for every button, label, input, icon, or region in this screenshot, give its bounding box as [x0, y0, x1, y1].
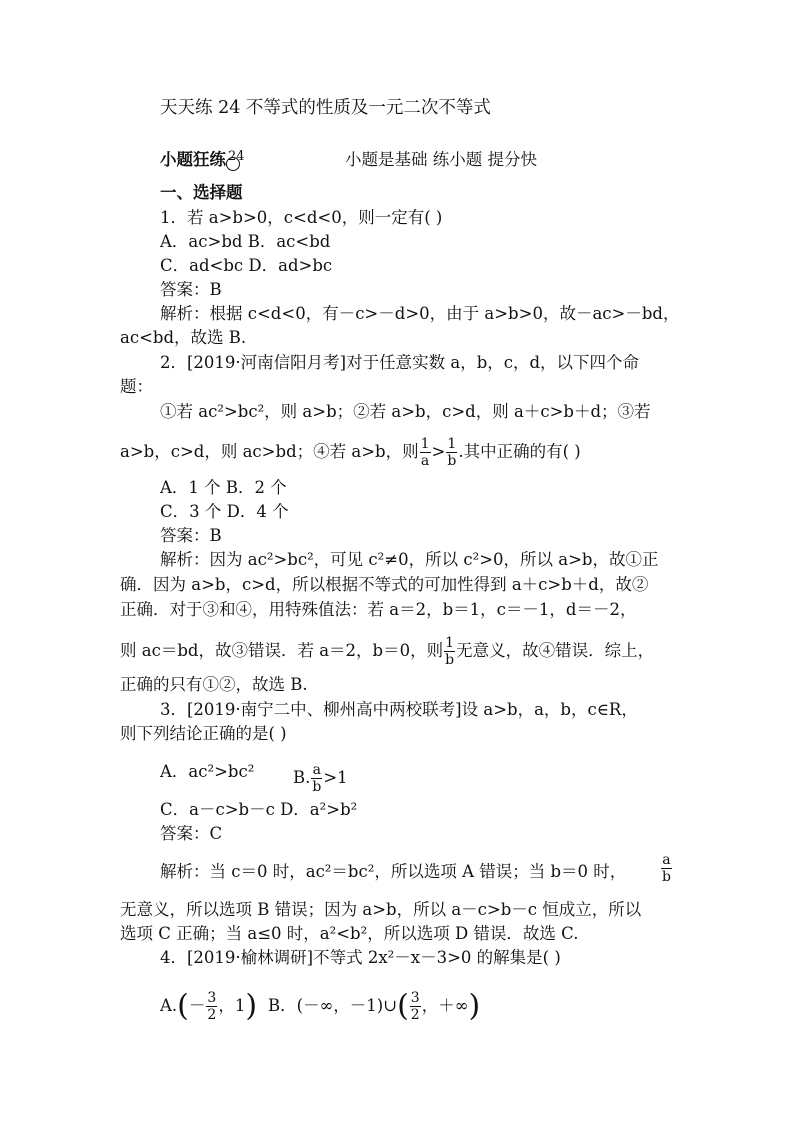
section-label: 小题狂练	[160, 150, 226, 169]
part-title: 一、选择题	[160, 183, 243, 202]
section-slogan: 小题是基础 练小题 提分快	[345, 150, 537, 169]
q2-stem-4: a>b，c>d，则 ac>bd；④若 a>b，则 $\frac{1}{a}$ > $\frac{1}{b}$ .其中正确的有( )	[120, 436, 581, 469]
q2-options-cd: C．3 个 D．4 个	[160, 502, 289, 521]
q2-stem-1: 2．[2019·河南信阳月考]对于任意实数 a，b，c，d，以下四个命	[160, 353, 640, 372]
q1-options-ab: A．ac>bd B．ac<bd	[160, 232, 331, 251]
q2-stem-2: 题：	[120, 377, 153, 396]
q2-fraction-1-over-b-expl: $\frac{1}{b}$	[445, 635, 455, 668]
q2-fraction-1-over-a: $\frac{1}{a}$	[420, 436, 430, 469]
q2-answer: 答案：B	[160, 526, 222, 545]
q1-answer: 答案：B	[160, 280, 222, 299]
q1-options-cd: C．ad<bc D．ad>bc	[160, 256, 333, 275]
q2-stem-3: ①若 ac²>bc²，则 a>b；②若 a>b，c>d，则 a＋c>b＋d；③若	[160, 402, 651, 421]
q1-explanation-1: 解析：根据 c<d<0，有－c>－d>0，由于 a>b>0，故－ac>－bd，	[160, 304, 680, 323]
q2-explanation-1: 解析：因为 ac²>bc²，可见 c²≠0，所以 c²>0，所以 a>b，故①正	[160, 550, 659, 569]
q1-stem: 1．若 a>b>0，c<d<0，则一定有( )	[160, 208, 443, 227]
q3-fraction-a-over-b: $\frac{a}{b}$	[312, 762, 322, 795]
q3-option-b: B. $\frac{a}{b}$ >1	[293, 762, 348, 795]
section-header	[160, 149, 245, 170]
q2-fraction-1-over-b: $\frac{1}{b}$	[447, 436, 457, 469]
q3-explanation-3: 选项 C 正确；当 a≤0 时，a²<b²，所以选项 D 错误．故选 C.	[120, 924, 579, 943]
q3-fraction-a-over-b-expl: $\frac{a}{b}$	[662, 852, 671, 885]
q1-explanation-2: ac<bd，故选 B.	[120, 328, 247, 347]
q2-options-ab: A．1 个 B．2 个	[160, 478, 287, 497]
q3-stem-2: 则下列结论正确的是( )	[120, 724, 287, 743]
page-title: 天天练 24 不等式的性质及一元二次不等式	[160, 98, 491, 118]
q2-explanation-5: 正确的只有①②，故选 B.	[120, 675, 308, 694]
day-badge-icon: 24	[226, 153, 242, 169]
q3-options-cd: C．a－c>b－c D．a²>b²	[160, 800, 358, 819]
q4-stem: 4．[2019·榆林调研]不等式 2x²－x－3>0 的解集是( )	[160, 948, 561, 967]
q4-fraction-3-over-2-a: $\frac{3}{2}$	[207, 990, 217, 1023]
q2-explanation-3: 正确．对于③和④，用特殊值法：若 a＝2，b＝1，c＝－1，d＝－2，	[120, 600, 637, 619]
q2-explanation-2: 确．因为 a>b，c>d，所以根据不等式的可加性得到 a＋c>b＋d，故②	[120, 575, 649, 594]
q3-answer: 答案：C	[160, 824, 223, 843]
q4-fraction-3-over-2-b: $\frac{3}{2}$	[410, 990, 420, 1023]
q4-option-b: B．(－∞，－1)∪( $\frac{3}{2}$ ，＋∞)	[268, 988, 481, 1024]
q3-explanation-2: 无意义，所以选项 B 错误；因为 a>b，所以 a－c>b－c 恒成立，所以	[120, 900, 642, 919]
q4-option-a: A.(－ $\frac{3}{2}$ ，1)	[160, 988, 258, 1024]
q2-explanation-4: 则 ac＝bd，故③错误．若 a＝2，b＝0，则 $\frac{1}{b}$ 无意义，故④错误．综上，	[120, 635, 655, 668]
q3-option-a: A．ac²>bc²	[160, 762, 255, 781]
q3-explanation-1: 解析：当 c＝0 时，ac²＝bc²，所以选项 A 错误；当 b＝0 时，	[160, 862, 627, 881]
q3-stem-1: 3．[2019·南宁二中、柳州高中两校联考]设 a>b，a，b，c∈R，	[160, 700, 638, 719]
